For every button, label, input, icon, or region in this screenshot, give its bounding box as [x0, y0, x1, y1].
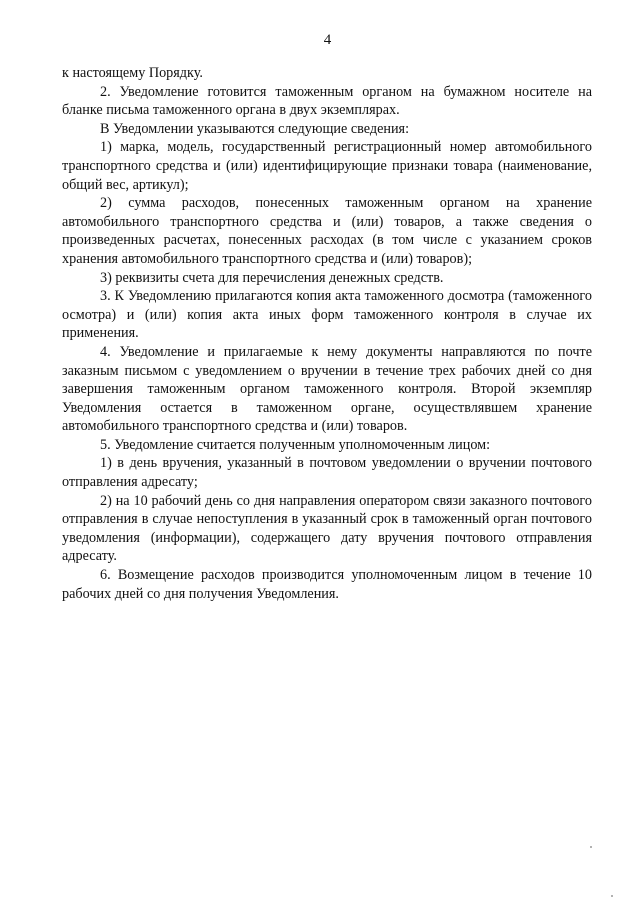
- paragraph-item-2: 2. Уведомление готовится таможенным органом на бумажном носителе на бланке письма таможенного органа в двух экземплярах.: [62, 83, 592, 119]
- paragraph-item-4: 4. Уведомление и прилагаемые к нему документы направляются по почте заказным письмом с уведомлением о вручении в течение трех рабочих дней со дня завершения таможенным органом таможенного контроля. Второй экземпляр Уведомления остается в таможенном органе, осуществлявшем хранение автомобильного транспортного средства и (или) товаров.: [62, 343, 592, 435]
- paragraph-item-5: 5. Уведомление считается полученным уполномоченным лицом:: [100, 436, 491, 453]
- document-body: [62, 64, 592, 603]
- paragraph-item-5-subitem-1: 1) в день вручения, указанный в почтовом уведомлении о вручении почтового отправления адресату;: [62, 455, 592, 491]
- scan-speck: [611, 895, 613, 897]
- paragraph-continuation: к настоящему Порядку.: [62, 65, 203, 81]
- paragraph-subitem-1: 1) марка, модель, государственный регистрационный номер автомобильного транспортного средства и (или) идентифицирующие признаки товара (наименование, общий вес, артикул);: [62, 139, 592, 193]
- paragraph-subitem-2: 2) сумма расходов, понесенных таможенным органом на хранение автомобильного транспортного средства и (или) товаров, а также сведения о произведенных расчетах, понесенных расходах (в том числе с указанием сроков хранения автомобильного транспортного средства и (или) товаров);: [62, 195, 592, 267]
- page-number: 4: [323, 32, 332, 48]
- paragraph-item-6: 6. Возмещение расходов производится уполномоченным лицом в течение 10 рабочих дней со дня получения Уведомления.: [62, 567, 592, 602]
- paragraph-subitem-3: 3) реквизиты счета для перечисления денежных средств.: [100, 269, 444, 286]
- scan-speck: [590, 846, 592, 848]
- paragraph-notice-contents: В Уведомлении указываются следующие сведения:: [100, 120, 410, 137]
- paragraph-item-5-subitem-2: 2) на 10 рабочий день со дня направления оператором связи заказного почтового отправления в случае непоступления в указанный срок в таможенный орган почтового уведомления (информации), содержащего дату вручения почтового отправления адресату.: [62, 492, 592, 565]
- paragraph-item-3: 3. К Уведомлению прилагаются копия акта таможенного досмотра (таможенного осмотра) и (или) копия акта иных форм таможенного контроля в случае их применения.: [62, 288, 592, 342]
